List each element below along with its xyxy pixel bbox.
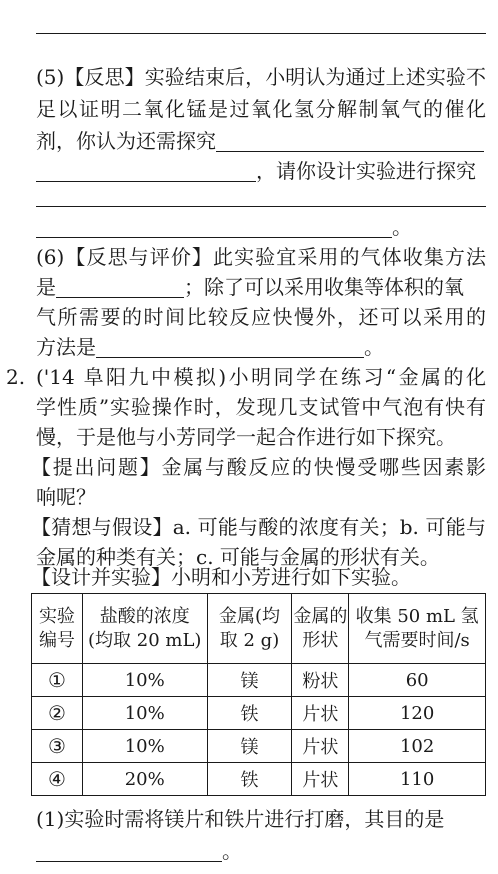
q5-line-1 — [36, 64, 486, 91]
table-row — [32, 664, 486, 697]
cell-shape: 粉状 — [292, 664, 349, 697]
header-line: 取 2 g) — [219, 629, 280, 651]
q2-text-5: 响呢？ — [36, 485, 96, 509]
table-row — [32, 763, 486, 796]
cell-concentration: 20% — [82, 763, 207, 796]
q2-text-7: 金属的种类有关；c. 可能与金属的形状有关。 — [36, 545, 440, 569]
header-line: 金属(均 — [219, 605, 281, 627]
cell-time: 102 — [349, 730, 486, 763]
q2-line-3 — [36, 424, 486, 451]
q2-1-line-1 — [36, 806, 486, 833]
cell-shape: 片状 — [292, 763, 349, 796]
q2-number-text: 2. — [6, 365, 26, 389]
q2-line-8 — [31, 564, 481, 591]
q2-1-end: 。 — [222, 839, 242, 863]
cell-metal: 铁 — [207, 763, 292, 796]
answer-blank-line — [36, 33, 486, 34]
cell-experiment-number: ④ — [32, 763, 83, 796]
header-experiment-number — [32, 594, 83, 664]
cell-time: 110 — [349, 763, 486, 796]
header-metal — [207, 594, 292, 664]
q2-text-3: 慢，于是他与小芳同学一起合作进行如下探究。 — [36, 425, 456, 449]
header-collection-time — [349, 594, 486, 664]
q5-text-2: 足以证明二氧化锰是过氧化氢分解制氧气的催化 — [36, 97, 486, 121]
q5-line-4 — [36, 158, 486, 185]
answer-blank-line — [36, 206, 486, 207]
cell-metal: 铁 — [207, 697, 292, 730]
q5-text-4: ，请你设计实验进行探究 — [256, 159, 476, 183]
cell-shape: 片状 — [292, 697, 349, 730]
q6-text-4: 方法是 — [36, 335, 96, 359]
header-acid-concentration — [82, 594, 207, 664]
cell-experiment-number: ② — [32, 697, 83, 730]
cell-time: 60 — [349, 664, 486, 697]
q6-line-1 — [36, 244, 486, 271]
table-header-row — [32, 594, 486, 664]
cell-experiment-number: ③ — [32, 730, 83, 763]
q2-line-4 — [31, 454, 486, 481]
cell-shape: 片状 — [292, 730, 349, 763]
q5-text-1: (5)【反思】实验结束后，小明认为通过上述实验不 — [36, 65, 486, 89]
q2-line-1 — [36, 364, 486, 391]
q6-line-3 — [36, 304, 486, 331]
header-line: 编号 — [38, 629, 75, 651]
q2-line-2 — [36, 394, 486, 421]
answer-blank[interactable] — [216, 131, 484, 152]
cell-experiment-number: ① — [32, 664, 83, 697]
q6-text-2b: ；除了可以采用收集等体积的氧 — [184, 275, 464, 299]
header-metal-shape — [292, 594, 349, 664]
q2-1-text-1: (1)实验时需将镁片和铁片进行打磨，其目的是 — [36, 807, 445, 831]
header-line: 形状 — [302, 629, 339, 651]
cell-time: 120 — [349, 697, 486, 730]
q5-line-2 — [36, 96, 486, 123]
q5-end: 。 — [392, 215, 412, 239]
table-row — [32, 730, 486, 763]
q6-text-3: 气所需要的时间比较反应快慢外，还可以采用的 — [36, 305, 486, 329]
answer-blank[interactable] — [56, 277, 184, 298]
header-line: 金属的 — [293, 605, 348, 627]
q2-line-5 — [36, 484, 486, 511]
q6-end: 。 — [364, 335, 384, 359]
q6-text-2a: 是 — [36, 275, 56, 299]
header-line: 收集 50 mL 氢 — [355, 605, 479, 627]
q2-text-4: 【提出问题】金属与酸反应的快慢受哪些因素影 — [31, 455, 486, 479]
cell-concentration: 10% — [82, 664, 207, 697]
cell-metal: 镁 — [207, 664, 292, 697]
q5-line-6 — [36, 214, 486, 241]
answer-blank[interactable] — [36, 217, 392, 238]
header-line: 气需要时间/s — [364, 629, 470, 651]
table-row — [32, 697, 486, 730]
q6-text-1: (6)【反思与评价】此实验宜采用的气体收集方法 — [36, 245, 486, 269]
header-line: 实验 — [38, 605, 75, 627]
q5-text-3: 剂，你认为还需探究 — [36, 129, 216, 153]
header-line: 盐酸的浓度 — [99, 605, 190, 627]
answer-blank[interactable] — [36, 841, 222, 862]
cell-concentration: 10% — [82, 697, 207, 730]
q6-line-2 — [36, 274, 486, 301]
q5-line-3 — [36, 128, 486, 155]
q2-text-6: 【猜想与假设】a. 可能与酸的浓度有关；b. 可能与 — [31, 515, 486, 539]
experiment-table — [31, 593, 486, 796]
q6-line-4 — [36, 334, 486, 361]
q2-text-1: ('14 阜阳九中模拟)小明同学在练习“金属的化 — [36, 365, 486, 389]
cell-concentration: 10% — [82, 730, 207, 763]
q2-number — [6, 364, 36, 391]
cell-metal: 镁 — [207, 730, 292, 763]
q2-1-line-2 — [36, 838, 486, 865]
q2-text-2: 学性质”实验操作时，发现几支试管中气泡有快有 — [36, 395, 486, 419]
header-line: (均取 20 mL) — [88, 629, 202, 651]
answer-blank[interactable] — [96, 337, 364, 358]
answer-blank[interactable] — [36, 161, 256, 182]
q2-line-6 — [31, 514, 486, 541]
q2-text-8: 【设计并实验】小明和小芳进行如下实验。 — [31, 565, 411, 589]
